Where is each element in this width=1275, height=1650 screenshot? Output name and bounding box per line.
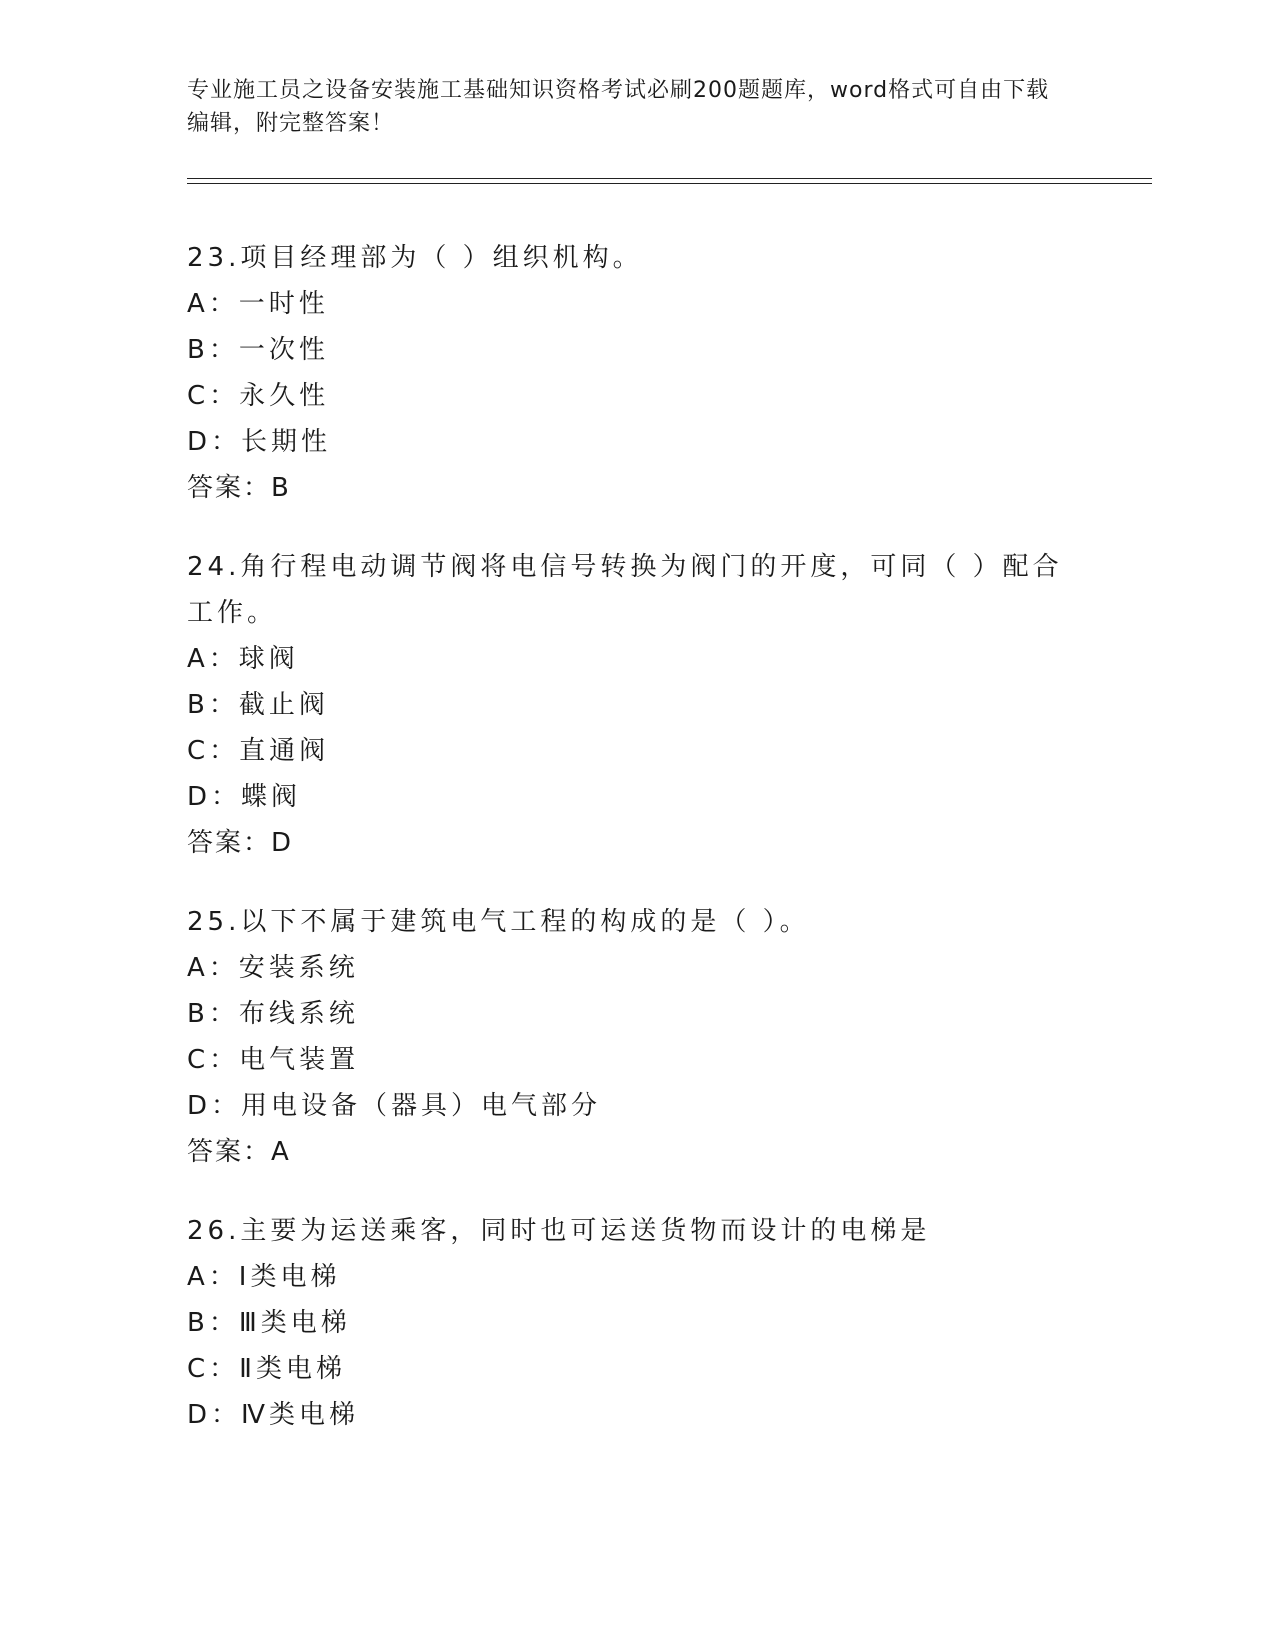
option-b: B：布线系统: [187, 999, 359, 1029]
question-list: [187, 235, 1087, 1471]
question-23: [187, 235, 1087, 511]
question-text: 24.角行程电动调节阀将电信号转换为阀门的开度，可同（ ）配合工作。: [187, 552, 1063, 628]
option-b: B：Ⅲ类电梯: [187, 1308, 351, 1338]
document-header: 专业施工员之设备安装施工基础知识资格考试必刷200题题库，word格式可自由下载编辑，附完整答案！: [187, 78, 1050, 136]
option-b: B：一次性: [187, 335, 329, 365]
option-c: C：直通阀: [187, 736, 330, 766]
question-text: 23.项目经理部为（ ）组织机构。: [187, 243, 643, 273]
option-a: A：一时性: [187, 289, 329, 319]
option-d: D：Ⅳ类电梯: [187, 1400, 360, 1430]
option-c: C：Ⅱ类电梯: [187, 1354, 346, 1384]
answer-text: 答案：B: [187, 473, 291, 503]
header-divider-top: [187, 178, 1152, 179]
answer-text: 答案：A: [187, 1137, 291, 1167]
option-c: C：电气装置: [187, 1045, 360, 1075]
option-c: C：永久性: [187, 381, 330, 411]
option-d: D：蝶阀: [187, 782, 302, 812]
option-a: A：球阀: [187, 644, 299, 674]
question-26: [187, 1208, 1087, 1438]
option-d: D：长期性: [187, 427, 332, 457]
header-divider-bottom: [187, 183, 1152, 184]
option-d: D：用电设备（器具）电气部分: [187, 1091, 602, 1121]
question-text: 25.以下不属于建筑电气工程的构成的是（ ）。: [187, 907, 810, 937]
question-25: [187, 899, 1087, 1175]
option-a: A：安装系统: [187, 953, 359, 983]
question-text: 26.主要为运送乘客，同时也可运送货物而设计的电梯是: [187, 1216, 931, 1246]
answer-text: 答案：D: [187, 828, 294, 858]
option-a: A：Ⅰ类电梯: [187, 1262, 341, 1292]
option-b: B：截止阀: [187, 690, 329, 720]
question-24: [187, 544, 1087, 866]
